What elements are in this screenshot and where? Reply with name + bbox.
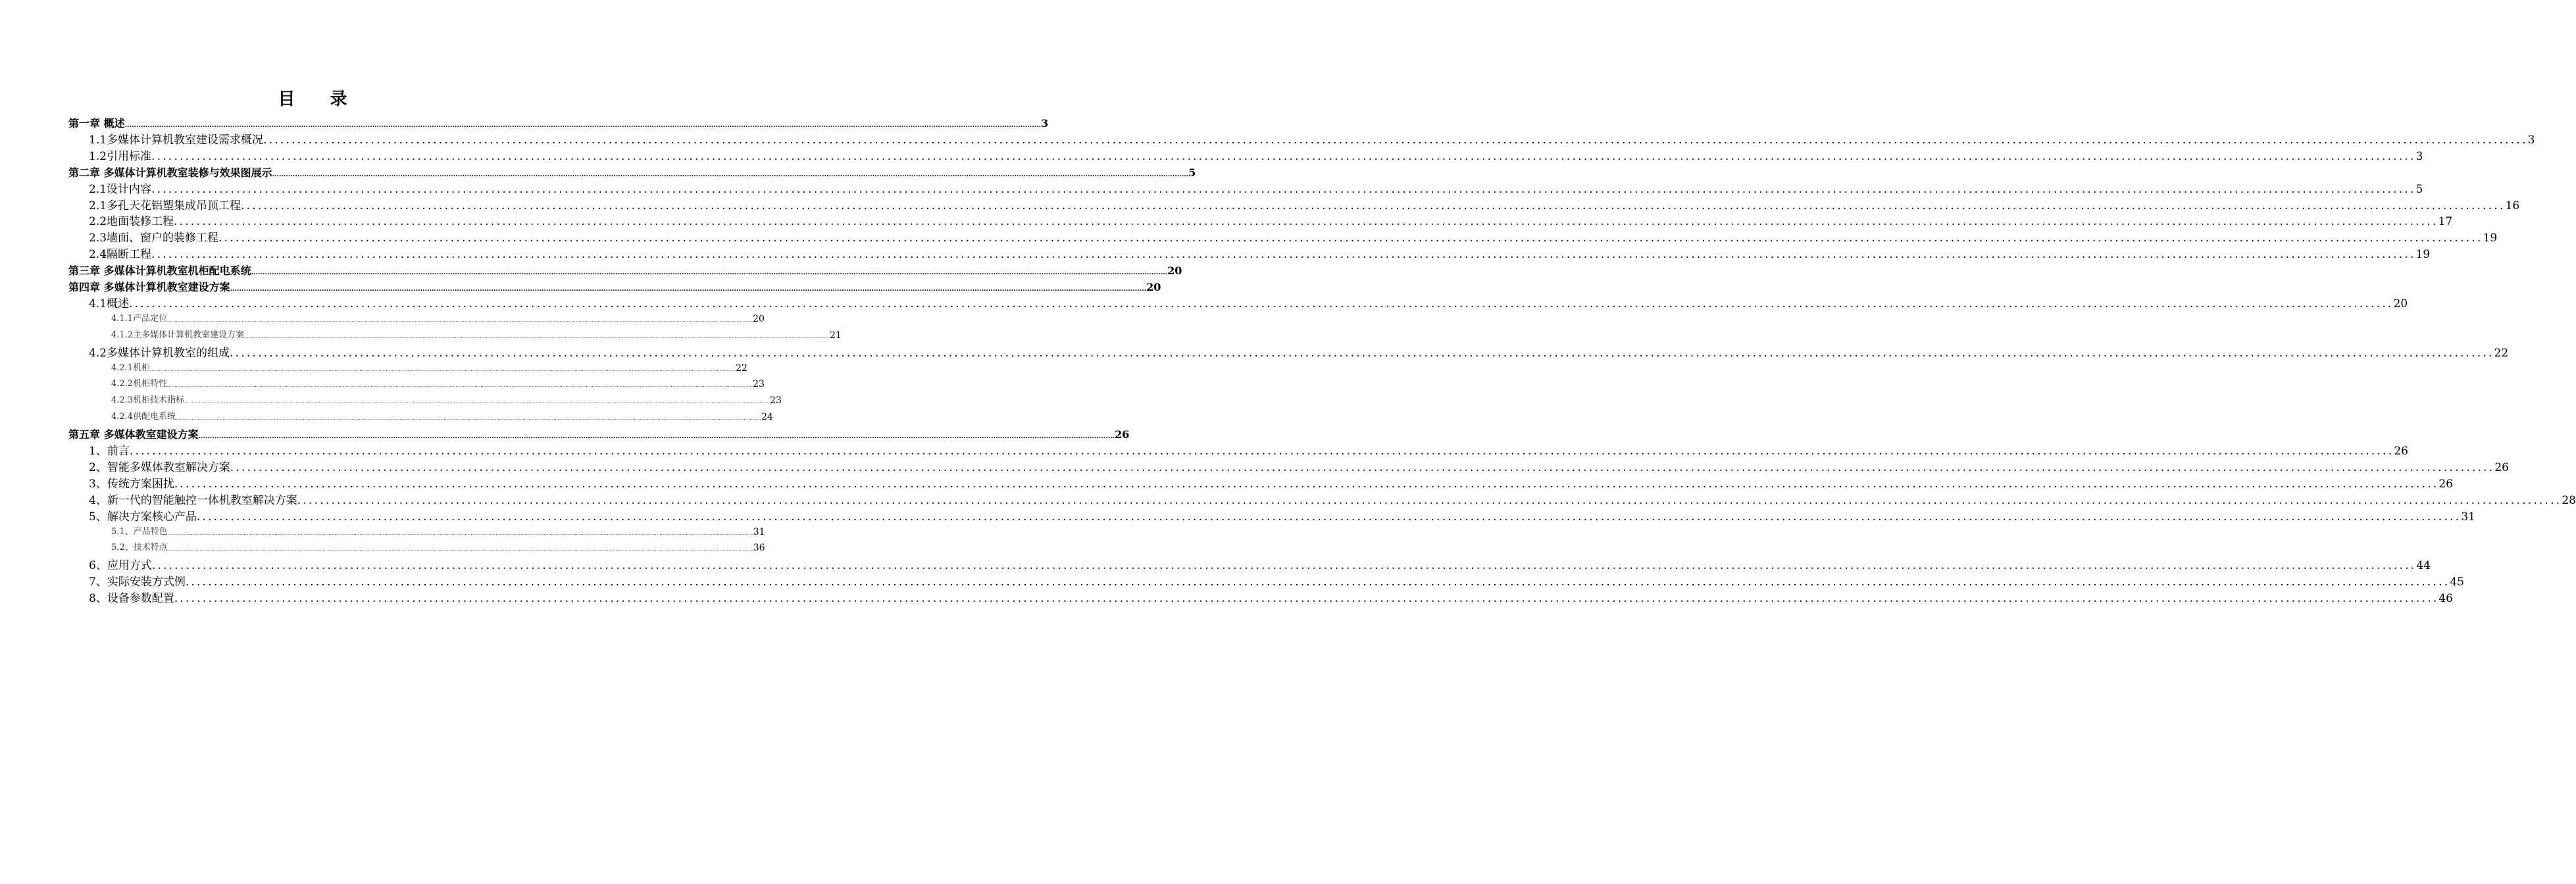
toc-entry[interactable] xyxy=(68,263,1182,279)
toc-entry[interactable] xyxy=(68,165,1196,181)
dot-leader: ................................................................................................................................................................................................................................................................................................................................................................................................................ xyxy=(151,248,2416,261)
toc-entry[interactable] xyxy=(111,526,765,539)
toc-entry-page-number: 20 xyxy=(2393,297,2408,310)
dot-leader: ................................................................................................................................................................................................................................................................................................................................................................................................................ xyxy=(196,510,2462,524)
toc-entry-label: 4.2.1机柜 xyxy=(111,363,151,373)
toc-entry-label: 第四章 多媒体计算机教室建设方案 xyxy=(68,281,230,293)
toc-entry-label: 4.1.2主多媒体计算机教室建设方案 xyxy=(111,330,245,340)
toc-entry-label: 3、传统方案困扰 xyxy=(89,478,174,491)
toc-entry[interactable] xyxy=(111,362,747,375)
toc-entry-page-number: 20 xyxy=(1167,264,1182,277)
dot-leader: ................................................................................................................................................................................................................................................................................................................................................................................................................ xyxy=(263,134,2528,147)
toc-entry[interactable] xyxy=(89,493,2576,508)
toc-entry-label: 2.2地面装修工程 xyxy=(89,215,174,228)
toc-entry[interactable] xyxy=(111,541,765,554)
dot-leader: ................................................................................................................................................................................................................................................................................................................................................................................................................ xyxy=(129,297,2394,310)
toc-entry[interactable] xyxy=(111,410,773,424)
toc-entry[interactable] xyxy=(89,149,2423,164)
dot-leader: ................................................................................................................................................................................................................................................................................................................................................................................................................ xyxy=(167,383,753,388)
toc-entry-page-number: 23 xyxy=(770,395,782,406)
dot-leader: ................................................................................................................................................................................................................................................................................................................................................................................................................ xyxy=(218,232,2483,245)
toc-entry-page-number: 16 xyxy=(2505,199,2520,212)
dot-leader: ................................................................................................................................................................................................................................................................................................................................................................................................................ xyxy=(124,122,1042,129)
dot-leader: ................................................................................................................................................................................................................................................................................................................................................................................................................ xyxy=(241,199,2506,212)
toc-entry-page-number: 22 xyxy=(2494,347,2509,360)
dot-leader: ................................................................................................................................................................................................................................................................................................................................................................................................................ xyxy=(150,367,736,372)
toc-entry-page-number: 31 xyxy=(2461,510,2475,524)
toc-entry-page-number: 24 xyxy=(761,412,773,422)
toc-entry-page-number: 5 xyxy=(1188,166,1196,179)
toc-entry[interactable] xyxy=(89,345,2509,361)
toc-entry-label: 第三章 多媒体计算机教室机柜配电系统 xyxy=(68,264,251,277)
toc-entry[interactable] xyxy=(111,394,782,407)
toc-entry-label: 4.2多媒体计算机教室的组成 xyxy=(89,347,230,360)
toc-entry-page-number: 46 xyxy=(2438,592,2453,605)
dot-leader: ................................................................................................................................................................................................................................................................................................................................................................................................................ xyxy=(174,478,2439,491)
toc-entry[interactable] xyxy=(89,182,2423,197)
dot-leader: ................................................................................................................................................................................................................................................................................................................................................................................................................ xyxy=(151,559,2417,572)
toc-entry-label: 2.1设计内容 xyxy=(89,183,152,196)
toc-entry-page-number: 19 xyxy=(2483,232,2498,245)
dot-leader: ................................................................................................................................................................................................................................................................................................................................................................................................................ xyxy=(174,592,2439,605)
toc-entry[interactable] xyxy=(89,247,2431,262)
toc-entry[interactable] xyxy=(111,312,765,326)
toc-entry-page-number: 3 xyxy=(2415,150,2423,163)
toc-entry-label: 5.1、产品特色 xyxy=(111,527,168,537)
toc-entry-page-number: 20 xyxy=(753,314,765,324)
toc-entry-label: 第一章 概述 xyxy=(68,117,125,130)
toc-entry[interactable] xyxy=(111,378,765,391)
dot-leader: ................................................................................................................................................................................................................................................................................................................................................................................................................ xyxy=(151,150,2416,163)
toc-entry-page-number: 45 xyxy=(2450,576,2464,589)
toc-entry-page-number: 23 xyxy=(753,379,765,389)
dot-leader: ................................................................................................................................................................................................................................................................................................................................................................................................................ xyxy=(198,433,1115,440)
toc-entry-label: 4.2.4供配电系统 xyxy=(111,412,176,422)
toc-entry-label: 6、应用方式 xyxy=(89,559,152,572)
dot-leader: ................................................................................................................................................................................................................................................................................................................................................................................................................ xyxy=(297,494,2562,507)
page-title: 目 录 xyxy=(278,89,362,109)
toc-entry-page-number: 26 xyxy=(2438,478,2453,491)
toc-entry-page-number: 5 xyxy=(2415,183,2423,196)
dot-leader: ................................................................................................................................................................................................................................................................................................................................................................................................................ xyxy=(176,416,762,421)
toc-entry-label: 1.2引用标准 xyxy=(89,150,152,163)
toc-entry-label: 7、实际安装方式例 xyxy=(89,576,186,589)
toc-entry-page-number: 21 xyxy=(830,330,842,341)
dot-leader: ................................................................................................................................................................................................................................................................................................................................................................................................................ xyxy=(230,285,1147,293)
toc-entry-label: 2.3墙面、窗户的装修工程 xyxy=(89,232,219,245)
toc-entry-page-number: 17 xyxy=(2438,215,2453,228)
dot-leader: ................................................................................................................................................................................................................................................................................................................................................................................................................ xyxy=(251,269,1168,276)
toc-entry-page-number: 44 xyxy=(2416,559,2431,572)
dot-leader: ................................................................................................................................................................................................................................................................................................................................................................................................................ xyxy=(167,531,753,536)
toc-entry[interactable] xyxy=(68,116,1049,132)
toc-entry[interactable] xyxy=(89,214,2453,230)
toc-entry[interactable] xyxy=(68,427,1130,443)
toc-entry-label: 2、智能多媒体教室解决方案 xyxy=(89,461,230,474)
dot-leader: ................................................................................................................................................................................................................................................................................................................................................................................................................ xyxy=(129,445,2394,458)
toc-entry[interactable] xyxy=(89,132,2535,148)
dot-leader: ................................................................................................................................................................................................................................................................................................................................................................................................................ xyxy=(167,318,753,323)
toc-entry-page-number: 28 xyxy=(2562,494,2576,507)
toc-entry-label: 第二章 多媒体计算机教室装修与效果图展示 xyxy=(68,166,272,179)
dot-leader: ................................................................................................................................................................................................................................................................................................................................................................................................................ xyxy=(174,215,2438,228)
toc-entry-page-number: 3 xyxy=(1041,117,1049,130)
toc-entry[interactable] xyxy=(89,230,2498,246)
dot-leader: ................................................................................................................................................................................................................................................................................................................................................................................................................ xyxy=(244,334,830,339)
toc-entry[interactable] xyxy=(89,443,2408,459)
toc-entry-label: 1.1多媒体计算机教室建设需求概况 xyxy=(89,134,264,147)
toc-entry[interactable] xyxy=(89,558,2431,574)
toc-entry-page-number: 19 xyxy=(2415,248,2431,261)
toc-entry-label: 5.2、技术特点 xyxy=(111,543,168,552)
toc-entry-page-number: 26 xyxy=(1115,428,1130,441)
toc-entry-label: 4.1.1产品定位 xyxy=(111,314,168,324)
toc-entry[interactable] xyxy=(89,296,2408,312)
dot-leader: ................................................................................................................................................................................................................................................................................................................................................................................................................ xyxy=(185,576,2450,589)
toc-entry-page-number: 26 xyxy=(2494,461,2509,474)
toc-entry-page-number: 3 xyxy=(2527,134,2535,147)
toc-entry-label: 4.2.2机柜特性 xyxy=(111,379,168,389)
toc-entry[interactable] xyxy=(89,460,2509,476)
toc-entry[interactable] xyxy=(89,574,2464,590)
dot-leader: ................................................................................................................................................................................................................................................................................................................................................................................................................ xyxy=(184,399,770,405)
toc-entry-label: 2.1多孔天花铝塑集成吊顶工程 xyxy=(89,199,241,212)
toc-entry-page-number: 20 xyxy=(1146,281,1161,293)
toc-entry-label: 4、新一代的智能触控一体机教室解决方案 xyxy=(89,494,297,507)
dot-leader: ................................................................................................................................................................................................................................................................................................................................................................................................................ xyxy=(167,547,753,552)
dot-leader: ................................................................................................................................................................................................................................................................................................................................................................................................................ xyxy=(272,171,1189,178)
toc-entry[interactable] xyxy=(68,280,1161,295)
toc-entry[interactable] xyxy=(89,476,2453,492)
toc-entry-label: 第五章 多媒体教室建设方案 xyxy=(68,428,199,441)
toc-entry[interactable] xyxy=(89,591,2453,606)
toc-entry-page-number: 36 xyxy=(753,543,765,553)
dot-leader: ................................................................................................................................................................................................................................................................................................................................................................................................................ xyxy=(151,183,2416,196)
dot-leader: ................................................................................................................................................................................................................................................................................................................................................................................................................ xyxy=(230,347,2494,360)
toc-entry-label: 4.1概述 xyxy=(89,297,130,310)
toc-entry-label: 2.4隔断工程 xyxy=(89,248,152,261)
toc-entry-label: 8、设备参数配置 xyxy=(89,592,174,605)
toc-entry-page-number: 26 xyxy=(2394,445,2408,458)
toc-entry-page-number: 31 xyxy=(753,527,765,537)
toc-entry-label: 4.2.3机柜技术指标 xyxy=(111,395,185,405)
toc-entry[interactable] xyxy=(89,509,2475,525)
toc-entry[interactable] xyxy=(89,198,2520,214)
toc-entry-label: 1、前言 xyxy=(89,445,130,458)
toc-entry-label: 5、解决方案核心产品 xyxy=(89,510,197,524)
toc-entry-page-number: 22 xyxy=(736,363,747,374)
dot-leader: ................................................................................................................................................................................................................................................................................................................................................................................................................ xyxy=(230,461,2495,474)
toc-entry[interactable] xyxy=(111,329,842,342)
